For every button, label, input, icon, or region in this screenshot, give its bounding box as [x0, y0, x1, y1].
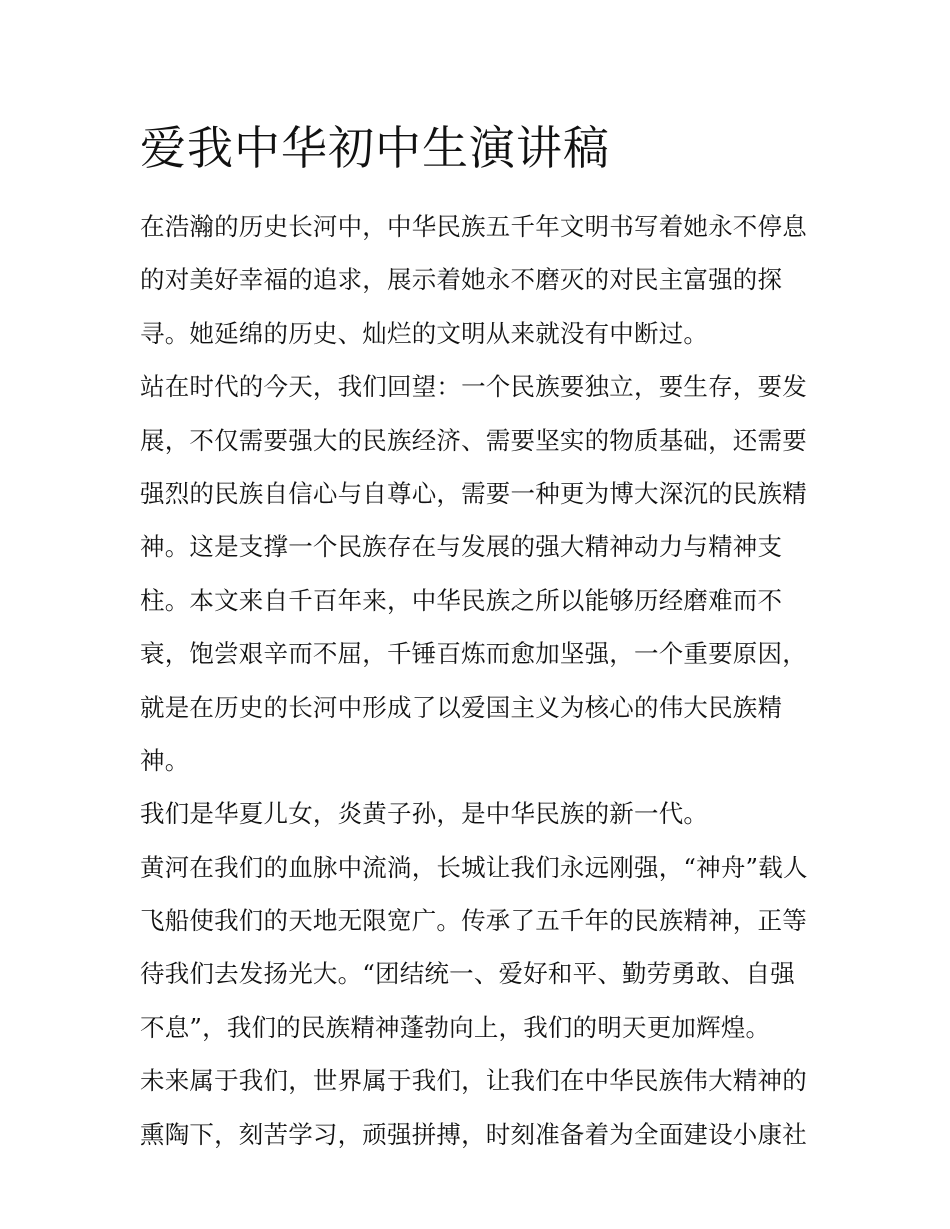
text-line: 柱。本文来自千百年来，中华民族之所以能够历经磨难而不: [140, 585, 783, 615]
text-line: 神。这是支撑一个民族存在与发展的强大精神动力与精神支: [140, 532, 783, 562]
paragraph-2: [140, 360, 830, 787]
text-line: 熏陶下，刻苦学习，顽强拼搏，时刻准备着为全面建设小康社: [140, 1119, 807, 1149]
text-line: 寻。她延绵的历史、灿烂的文明从来就没有中断过。: [140, 318, 709, 348]
text-line: 不息”，我们的民族精神蓬勃向上，我们的明天更加辉煌。: [140, 1012, 771, 1042]
text-line: 展，不仅需要强大的民族经济、需要坚实的物质基础，还需要: [140, 425, 807, 455]
text-line: 神。: [140, 745, 190, 775]
text-line: 强烈的民族自信心与自尊心，需要一种更为博大深沉的民族精: [140, 478, 807, 508]
document-title: 爱我中华初中生演讲稿: [140, 121, 610, 175]
text-line: 黄河在我们的血脉中流淌，长城让我们永远刚强，“神舟”载人: [140, 852, 808, 882]
text-line: 在浩瀚的历史长河中，中华民族五千年文明书写着她永不停息: [140, 212, 807, 241]
text-line: 飞船使我们的天地无限宽广。传承了五千年的民族精神，正等: [140, 906, 807, 936]
text-line: 未来属于我们，世界属于我们，让我们在中华民族伟大精神的: [140, 1066, 807, 1096]
text-line: 就是在历史的长河中形成了以爱国主义为核心的伟大民族精: [140, 692, 783, 722]
paragraph-4: [140, 841, 830, 1055]
text-line: 我们是华夏儿女，炎黄子孙，是中华民族的新一代。: [140, 799, 709, 829]
text-line: 待我们去发扬光大。“团结统一、爱好和平、勤劳勇敢、自强: [140, 959, 795, 989]
text-line: 衰，饱尝艰辛而不屈，千锤百炼而愈加坚强，一个重要原因，: [140, 639, 807, 669]
document-body: [140, 200, 830, 1161]
paragraph-3: [140, 787, 830, 840]
paragraph-1: [140, 200, 830, 360]
text-line: 站在时代的今天，我们回望：一个民族要独立，要生存，要发: [140, 372, 807, 402]
paragraph-5: [140, 1054, 830, 1161]
text-line: 的对美好幸福的追求，展示着她永不磨灭的对民主富强的探: [140, 265, 783, 295]
